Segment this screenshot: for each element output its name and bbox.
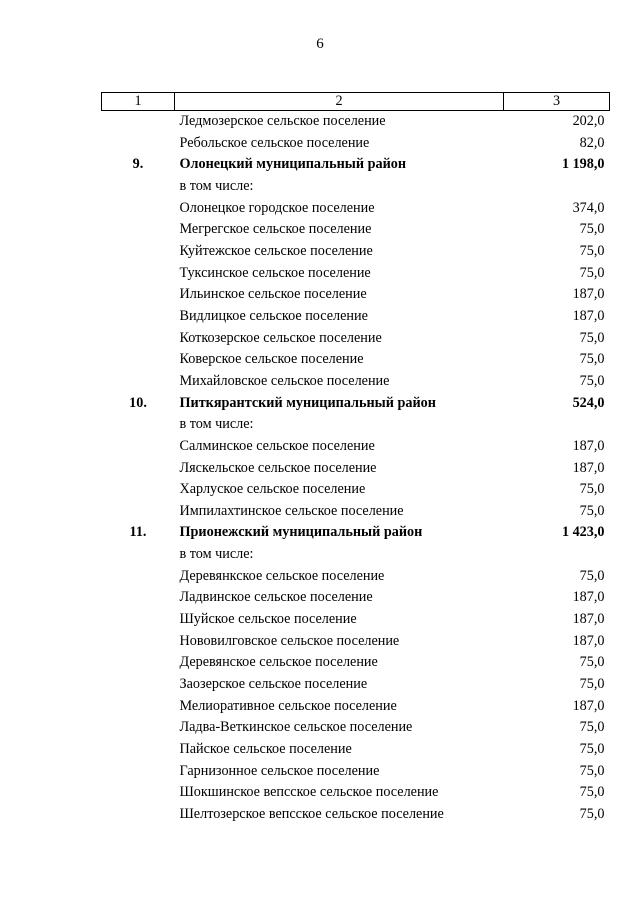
row-name: Харлуское сельское поселение [179,481,366,498]
table-row [102,241,610,263]
row-value: 75,0 [579,264,605,281]
table-row [102,717,610,739]
row-number [102,696,175,718]
table-row [102,674,610,696]
row-value: 75,0 [579,719,605,736]
table-row [102,739,610,761]
table-row [102,501,610,523]
row-value: 75,0 [579,372,605,389]
table-row [102,111,610,133]
row-value: 75,0 [579,741,605,758]
allocation-table [101,92,610,826]
row-value: 1 423,0 [561,524,605,541]
table-row [102,328,610,350]
row-value: 75,0 [579,676,605,693]
row-name: в том числе: [179,416,254,433]
row-name: Пайское сельское поселение [179,741,352,758]
row-number [102,804,175,826]
row-number [102,371,175,393]
row-value [504,544,610,566]
row-value: 187,0 [572,632,605,649]
page-number: 6 [316,36,324,52]
table-header-row [102,93,610,111]
row-name: Куйтежское сельское поселение [179,242,373,259]
row-value: 75,0 [579,654,605,671]
row-name: Деревянское сельское поселение [179,654,378,671]
row-number [102,198,175,220]
row-number [102,631,175,653]
row-value: 75,0 [579,502,605,519]
row-name: Питкярантский муниципальный район [179,394,436,411]
table-row [102,284,610,306]
column-header-1: 1 [102,93,175,111]
row-value: 187,0 [572,307,605,324]
row-number [102,176,175,198]
row-name: в том числе: [179,546,254,563]
row-name: Ребольское сельское поселение [179,134,370,151]
row-value: 75,0 [579,481,605,498]
row-name: Коткозерское сельское поселение [179,329,382,346]
row-value: 75,0 [579,221,605,238]
row-value: 187,0 [572,697,605,714]
row-number [102,263,175,285]
row-value: 75,0 [579,784,605,801]
table-row [102,609,610,631]
row-name: Олонецкое городское поселение [179,199,375,216]
table-row [102,371,610,393]
row-name: Шокшинское вепсское сельское поселение [179,784,439,801]
row-number [102,652,175,674]
row-number [102,284,175,306]
table-row [102,804,610,826]
row-number [102,436,175,458]
row-name: Шелтозерское вепсское сельское поселение [179,806,444,822]
row-value: 187,0 [572,589,605,606]
table-row [102,306,610,328]
row-name: Салминское сельское поселение [179,437,375,454]
table-row [102,782,610,804]
row-name: Ладва-Веткинское сельское поселение [179,719,413,736]
row-name: Деревянкское сельское поселение [179,567,385,584]
column-header-3: 3 [504,93,610,111]
table-row [102,566,610,588]
table-row [102,198,610,220]
row-number [102,133,175,155]
table-row [102,761,610,783]
row-name: Прионежский муниципальный район [179,524,423,541]
table-row [102,219,610,241]
row-value: 75,0 [579,329,605,346]
row-value: 75,0 [579,806,605,822]
row-number [102,458,175,480]
row-value [504,414,610,436]
row-value: 75,0 [579,351,605,368]
row-number [102,544,175,566]
row-name: Нововилговское сельское поселение [179,632,400,649]
row-name: Олонецкий муниципальный район [179,156,407,173]
table-body [102,111,610,826]
row-number [102,219,175,241]
table-row [102,652,610,674]
row-number [102,111,175,133]
row-number [102,782,175,804]
district-row [102,154,610,176]
row-name: Ладвинское сельское поселение [179,589,373,606]
row-name: Импилахтинское сельское поселение [179,502,404,519]
table-row [102,479,610,501]
district-row [102,522,610,544]
table-row [102,458,610,480]
row-number [102,306,175,328]
row-value: 75,0 [579,242,605,259]
row-value: 202,0 [572,113,605,129]
row-value: 82,0 [579,134,605,151]
row-name: Туксинское сельское поселение [179,264,371,281]
row-number [102,501,175,523]
table-row [102,349,610,371]
table-row [102,414,610,436]
row-name: Видлицкое сельское поселение [179,307,368,324]
row-name: Коверское сельское поселение [179,351,364,368]
row-number: 9. [132,156,144,173]
row-value: 374,0 [572,199,605,216]
row-number [102,717,175,739]
row-number [102,414,175,436]
row-number [102,328,175,350]
row-name: Шуйское сельское поселение [179,611,357,628]
row-name: Мегрегское сельское поселение [179,221,372,238]
row-number: 11. [129,524,147,541]
table-row [102,133,610,155]
row-number [102,566,175,588]
row-number [102,349,175,371]
row-value: 187,0 [572,459,605,476]
row-number [102,739,175,761]
row-number [102,609,175,631]
row-value: 75,0 [579,762,605,779]
row-number [102,241,175,263]
row-value: 1 198,0 [561,156,605,173]
row-value: 524,0 [572,394,605,411]
row-name: Михайловское сельское поселение [179,372,390,389]
district-row [102,393,610,415]
table-row [102,263,610,285]
row-value: 187,0 [572,437,605,454]
row-number [102,674,175,696]
table-row [102,587,610,609]
row-name: Ледмозерское сельское поселение [179,113,386,129]
row-number [102,479,175,501]
row-value [504,176,610,198]
row-number: 10. [129,394,147,411]
table-row [102,436,610,458]
row-value: 187,0 [572,286,605,303]
row-name: в том числе: [179,177,254,194]
row-name: Мелиоративное сельское поселение [179,697,397,714]
table-row [102,696,610,718]
column-header-2: 2 [175,93,504,111]
row-name: Заозерское сельское поселение [179,676,368,693]
table-row [102,176,610,198]
row-value: 75,0 [579,567,605,584]
row-name: Гарнизонное сельское поселение [179,762,380,779]
row-name: Ляскельское сельское поселение [179,459,377,476]
row-name: Ильинское сельское поселение [179,286,367,303]
row-value: 187,0 [572,611,605,628]
row-number [102,587,175,609]
row-number [102,761,175,783]
table-row [102,631,610,653]
table-row [102,544,610,566]
